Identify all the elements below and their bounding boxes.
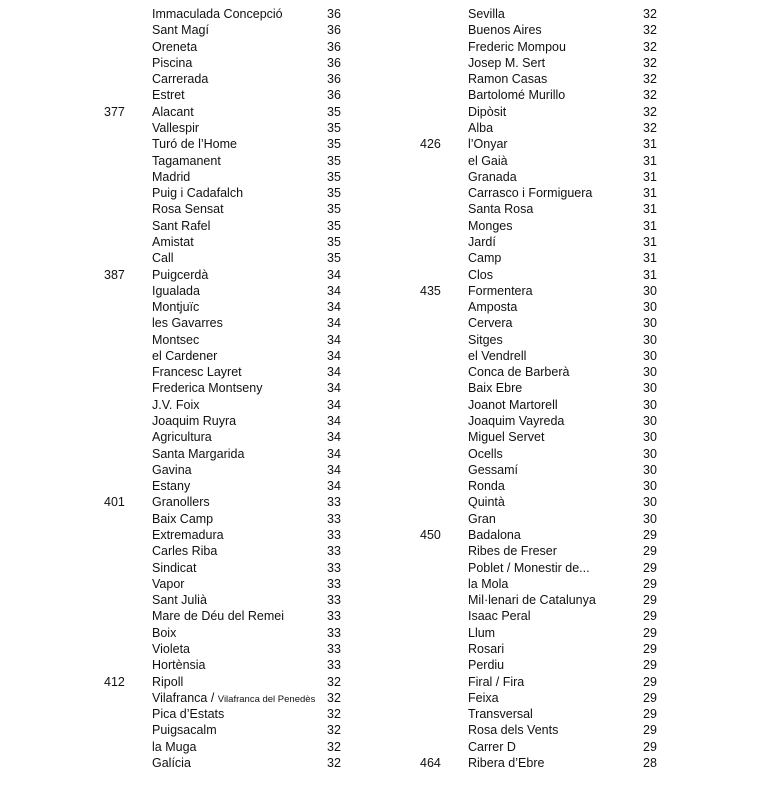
street-name-text: Camp — [468, 251, 502, 266]
street-name — [152, 39, 197, 55]
count-value: 35 — [327, 186, 341, 201]
street-name-text: el Cardener — [152, 348, 218, 363]
count-value: 29 — [643, 674, 657, 689]
street-name — [152, 153, 221, 169]
street-name — [468, 625, 495, 641]
count-value: 33 — [327, 544, 341, 559]
street-name-text: Sant Magí — [152, 23, 209, 38]
street-name-text: Agricultura — [152, 430, 212, 445]
count-value: 32 — [643, 23, 657, 38]
count-value: 35 — [327, 202, 341, 217]
count-value: 33 — [327, 593, 341, 608]
street-name-text: Gessamí — [468, 462, 519, 477]
street-name-text: Estany — [152, 479, 191, 494]
street-name-text: el Vendrell — [468, 348, 527, 363]
street-name — [152, 136, 237, 152]
street-name — [468, 690, 499, 706]
street-name-text: Montsec — [152, 332, 200, 347]
street-name — [152, 169, 190, 185]
street-name-text: Call — [152, 251, 174, 266]
count-value: 34 — [327, 332, 341, 347]
street-name — [468, 299, 517, 315]
street-name-text: Sitges — [468, 332, 503, 347]
count-value: 33 — [327, 658, 341, 673]
street-name-text: Puigsacalm — [152, 723, 217, 738]
count-value: 31 — [643, 153, 657, 168]
street-name — [152, 234, 194, 250]
street-name — [468, 250, 501, 266]
count-value: 30 — [643, 414, 657, 429]
count-value: 31 — [643, 218, 657, 233]
count-value: 29 — [643, 641, 657, 656]
street-name — [468, 201, 533, 217]
street-name-text: Puigcerdà — [152, 267, 209, 282]
count-value: 34 — [327, 300, 341, 315]
count-value: 33 — [327, 560, 341, 575]
count-value: 32 — [327, 707, 341, 722]
count-value: 31 — [643, 251, 657, 266]
street-name — [152, 706, 224, 722]
street-name-text: Ribera d’Ebre — [468, 755, 545, 770]
count-value: 34 — [327, 479, 341, 494]
count-value: 33 — [327, 641, 341, 656]
street-name-text: Vilafranca / — [152, 690, 218, 705]
count-value: 29 — [643, 739, 657, 754]
street-name — [468, 267, 493, 283]
street-name-text: Ramon Casas — [468, 72, 548, 87]
rank-number: 387 — [104, 267, 125, 282]
street-name — [468, 104, 506, 120]
street-name-text: l’Onyar — [468, 137, 508, 152]
street-name — [152, 560, 196, 576]
street-name — [152, 446, 244, 462]
street-name-text: Transversal — [468, 707, 533, 722]
count-value: 29 — [643, 528, 657, 542]
street-name — [468, 478, 505, 494]
count-value: 33 — [327, 609, 341, 624]
street-name — [152, 364, 242, 380]
street-name-text: Mil·lenari de Catalunya — [468, 593, 596, 608]
street-name — [152, 87, 185, 103]
street-name-text: Estret — [152, 88, 185, 103]
street-name — [152, 380, 262, 396]
count-value: 30 — [643, 381, 657, 396]
street-name-text: Dipòsit — [468, 104, 507, 119]
street-name-text: Ronda — [468, 479, 505, 494]
street-name — [468, 6, 505, 22]
street-name — [152, 6, 283, 22]
street-name-text: Rosa dels Vents — [468, 723, 559, 738]
street-name-text: Montjuïc — [152, 300, 200, 315]
rank-number: 377 — [104, 104, 125, 119]
street-name-text: Joaquim Vayreda — [468, 414, 565, 429]
street-name-text: Amistat — [152, 234, 194, 249]
count-value: 36 — [327, 39, 341, 54]
street-name-text: Ripoll — [152, 674, 184, 689]
street-name — [468, 527, 521, 543]
street-name — [152, 494, 210, 510]
count-value: 29 — [643, 707, 657, 722]
street-name-text: Gran — [468, 511, 496, 526]
street-name-text: Oreneta — [152, 39, 198, 54]
count-value: 34 — [327, 414, 341, 429]
street-name — [468, 397, 558, 413]
count-value: 36 — [327, 55, 341, 70]
street-name-text: J.V. Foix — [152, 397, 200, 412]
street-name-text: Santa Margarida — [152, 446, 245, 461]
street-name-text: Badalona — [468, 528, 521, 542]
street-name-text: Conca de Barberà — [468, 365, 570, 380]
rank-number: 464 — [420, 755, 441, 770]
street-name-text: Santa Rosa — [468, 202, 534, 217]
street-name-full: Vilafranca del Penedès — [217, 693, 316, 705]
street-name — [152, 315, 223, 331]
count-value: 32 — [643, 72, 657, 87]
count-value: 34 — [327, 348, 341, 363]
street-name-text: Joanot Martorell — [468, 397, 558, 412]
count-value: 35 — [327, 218, 341, 233]
street-name-text: Mare de Déu del Remei — [152, 609, 285, 624]
street-name-text: Poblet / Monestir de... — [468, 560, 590, 575]
count-value: 32 — [327, 723, 341, 738]
street-name — [152, 576, 184, 592]
count-value: 32 — [643, 55, 657, 70]
count-value: 29 — [643, 593, 657, 608]
rank-number: 450 — [420, 528, 441, 542]
count-value: 32 — [643, 7, 657, 21]
street-name — [468, 185, 592, 201]
street-name-text: Feixa — [468, 690, 499, 705]
street-name-text: Alba — [468, 120, 494, 135]
count-value: 35 — [327, 251, 341, 266]
street-name — [152, 71, 208, 87]
count-value: 32 — [327, 690, 341, 705]
street-name-text: Frederica Montseny — [152, 381, 263, 396]
street-name-text: Violeta — [152, 641, 190, 656]
count-value: 30 — [643, 348, 657, 363]
street-name-text: la Muga — [152, 739, 197, 754]
count-value: 29 — [643, 625, 657, 640]
street-name-text: Extremadura — [152, 528, 224, 542]
street-name-text: Isaac Peral — [468, 609, 531, 624]
count-value: 30 — [643, 300, 657, 315]
street-name-text: Sant Julià — [152, 593, 207, 608]
count-value: 34 — [327, 381, 341, 396]
rank-number: 426 — [420, 137, 441, 152]
count-value: 34 — [327, 316, 341, 331]
count-value: 30 — [643, 283, 657, 298]
street-name — [468, 380, 522, 396]
count-value: 29 — [643, 576, 657, 591]
street-name — [468, 283, 533, 299]
count-value: 29 — [643, 544, 657, 559]
street-name — [152, 332, 199, 348]
street-name-text: Carrer D — [468, 739, 516, 754]
count-value: 32 — [327, 674, 341, 689]
count-value: 32 — [327, 755, 341, 770]
count-value: 35 — [327, 137, 341, 152]
count-value: 30 — [643, 479, 657, 494]
street-name-text: Pica d’Estats — [152, 707, 225, 722]
count-value: 36 — [327, 23, 341, 38]
street-name — [152, 185, 243, 201]
street-name — [468, 332, 503, 348]
street-name — [152, 22, 209, 38]
street-name — [152, 283, 200, 299]
street-name-text: Alacant — [152, 104, 194, 119]
street-name — [152, 608, 284, 624]
street-name — [152, 413, 236, 429]
street-name — [468, 462, 518, 478]
street-name — [468, 364, 569, 380]
count-value: 36 — [327, 88, 341, 103]
street-name-text: Carrerada — [152, 72, 209, 87]
street-name-text: Francesc Layret — [152, 365, 242, 380]
count-value: 32 — [643, 39, 657, 54]
street-name — [468, 39, 566, 55]
street-name-text: Puig i Cadafalch — [152, 186, 244, 201]
count-value: 31 — [643, 202, 657, 217]
street-name-text: Jardí — [468, 234, 496, 249]
rank-number: 401 — [104, 495, 125, 510]
street-name — [152, 397, 199, 413]
count-value: 35 — [327, 104, 341, 119]
count-value: 34 — [327, 462, 341, 477]
street-name-text: Hortènsia — [152, 658, 206, 673]
street-name — [152, 250, 174, 266]
street-name — [468, 657, 504, 673]
street-name-text: Buenos Aires — [468, 23, 542, 38]
street-name-text: Clos — [468, 267, 494, 282]
count-value: 28 — [643, 755, 657, 770]
count-value: 32 — [643, 120, 657, 135]
street-name — [468, 608, 531, 624]
street-name-text: Baix Ebre — [468, 381, 523, 396]
street-name — [468, 560, 590, 576]
street-name-text: el Gaià — [468, 153, 508, 168]
street-name — [468, 120, 493, 136]
count-value: 34 — [327, 283, 341, 298]
street-name — [152, 478, 190, 494]
street-name-text: Turó de l’Home — [152, 137, 237, 152]
street-name — [468, 315, 512, 331]
count-value: 29 — [643, 723, 657, 738]
count-value: 30 — [643, 397, 657, 412]
count-value: 33 — [327, 625, 341, 640]
street-name-text: Gavina — [152, 462, 192, 477]
count-value: 29 — [643, 658, 657, 673]
street-name — [152, 348, 217, 364]
count-value: 35 — [327, 169, 341, 184]
street-name-text: Amposta — [468, 300, 518, 315]
count-value: 31 — [643, 234, 657, 249]
street-name-text: Quintà — [468, 495, 505, 510]
street-name — [468, 136, 508, 152]
street-name — [468, 674, 524, 690]
count-value: 30 — [643, 332, 657, 347]
street-name — [468, 169, 517, 185]
street-name-text: Monges — [468, 218, 513, 233]
street-name-text: Carles Riba — [152, 544, 218, 559]
count-value: 32 — [643, 104, 657, 119]
street-name-text: Perdiu — [468, 658, 505, 673]
count-value: 33 — [327, 511, 341, 526]
count-value: 30 — [643, 495, 657, 510]
street-name — [468, 543, 557, 559]
count-value: 30 — [643, 511, 657, 526]
street-name — [468, 706, 533, 722]
street-name — [152, 527, 224, 543]
street-name — [152, 104, 194, 120]
street-name — [468, 413, 564, 429]
street-name — [152, 267, 208, 283]
street-name — [468, 576, 508, 592]
count-value: 30 — [643, 316, 657, 331]
count-value: 30 — [643, 430, 657, 445]
street-name-text: Igualada — [152, 283, 200, 298]
street-name-text: Granollers — [152, 495, 210, 510]
street-name — [152, 218, 210, 234]
street-name-text: Josep M. Sert — [468, 55, 546, 70]
street-name — [152, 592, 207, 608]
count-value: 35 — [327, 120, 341, 135]
street-name — [468, 71, 547, 87]
street-name — [152, 462, 192, 478]
count-value: 36 — [327, 7, 341, 21]
street-name — [152, 657, 206, 673]
street-name — [468, 511, 496, 527]
street-name — [152, 201, 224, 217]
street-name-text: Miguel Servet — [468, 430, 545, 445]
count-value: 32 — [643, 88, 657, 103]
street-name — [152, 55, 192, 71]
street-name — [152, 120, 199, 136]
count-value: 35 — [327, 153, 341, 168]
street-name-text: Rosa Sensat — [152, 202, 224, 217]
count-value: 34 — [327, 446, 341, 461]
count-value: 36 — [327, 72, 341, 87]
street-name-text: Baix Camp — [152, 511, 214, 526]
street-name — [468, 234, 496, 250]
count-value: 34 — [327, 397, 341, 412]
street-name — [468, 429, 544, 445]
street-name — [468, 592, 596, 608]
street-name — [468, 55, 545, 71]
street-name-text: Cervera — [468, 316, 513, 331]
street-name — [468, 87, 565, 103]
street-name — [468, 755, 544, 771]
street-name — [152, 543, 217, 559]
rank-number: 435 — [420, 283, 441, 298]
street-name — [152, 429, 212, 445]
street-name-text: Tagamanent — [152, 153, 221, 168]
street-name-text: Ocells — [468, 446, 503, 461]
street-name-text: Llum — [468, 625, 496, 640]
count-value: 34 — [327, 365, 341, 380]
count-value: 31 — [643, 169, 657, 184]
count-value: 31 — [643, 186, 657, 201]
street-name — [468, 22, 542, 38]
count-value: 31 — [643, 267, 657, 282]
street-name-text: Rosari — [468, 641, 505, 656]
rank-number: 412 — [104, 674, 125, 689]
street-name — [152, 641, 190, 657]
street-name-text: Bartolomé Murillo — [468, 88, 566, 103]
street-name-text: Galícia — [152, 755, 191, 770]
count-value: 35 — [327, 234, 341, 249]
street-name-text: Vallespir — [152, 120, 200, 135]
street-name — [152, 674, 183, 690]
street-name — [152, 722, 217, 738]
street-name-text: Sant Rafel — [152, 218, 211, 233]
count-value: 33 — [327, 528, 341, 542]
street-name-text: Immaculada Concepció — [152, 7, 283, 21]
street-name — [468, 218, 512, 234]
street-name-text: Boix — [152, 625, 177, 640]
street-name-text: Frederic Mompou — [468, 39, 566, 54]
street-name — [468, 153, 508, 169]
street-name-text: Ribes de Freser — [468, 544, 557, 559]
street-name-text: Formentera — [468, 283, 533, 298]
street-name-text: Sindicat — [152, 560, 197, 575]
count-value: 30 — [643, 462, 657, 477]
street-name — [152, 511, 213, 527]
street-name-text: la Mola — [468, 576, 509, 591]
street-name-text: Sevilla — [468, 7, 505, 21]
street-name-text: les Gavarres — [152, 316, 223, 331]
count-value: 32 — [327, 739, 341, 754]
street-name-text: Firal / Fira — [468, 674, 525, 689]
count-value: 30 — [643, 446, 657, 461]
street-name-text: Joaquim Ruyra — [152, 414, 237, 429]
street-name — [468, 494, 505, 510]
street-name-text: Piscina — [152, 55, 193, 70]
street-name — [468, 446, 503, 462]
count-value: 30 — [643, 365, 657, 380]
street-name-text: Granada — [468, 169, 517, 184]
count-value: 34 — [327, 267, 341, 282]
street-name — [152, 625, 176, 641]
count-value: 33 — [327, 495, 341, 510]
count-value: 29 — [643, 560, 657, 575]
street-name — [152, 739, 196, 755]
count-value: 33 — [327, 576, 341, 591]
street-name — [468, 348, 526, 364]
street-name — [152, 755, 191, 771]
count-value: 31 — [643, 137, 657, 152]
count-value: 34 — [327, 430, 341, 445]
count-value: 29 — [643, 609, 657, 624]
street-name — [468, 722, 558, 738]
street-name — [468, 739, 516, 755]
street-name — [152, 299, 199, 315]
street-name-text: Madrid — [152, 169, 191, 184]
street-name-text: Carrasco i Formiguera — [468, 186, 593, 201]
street-name-text: Vapor — [152, 576, 185, 591]
street-name — [468, 641, 504, 657]
count-value: 29 — [643, 690, 657, 705]
